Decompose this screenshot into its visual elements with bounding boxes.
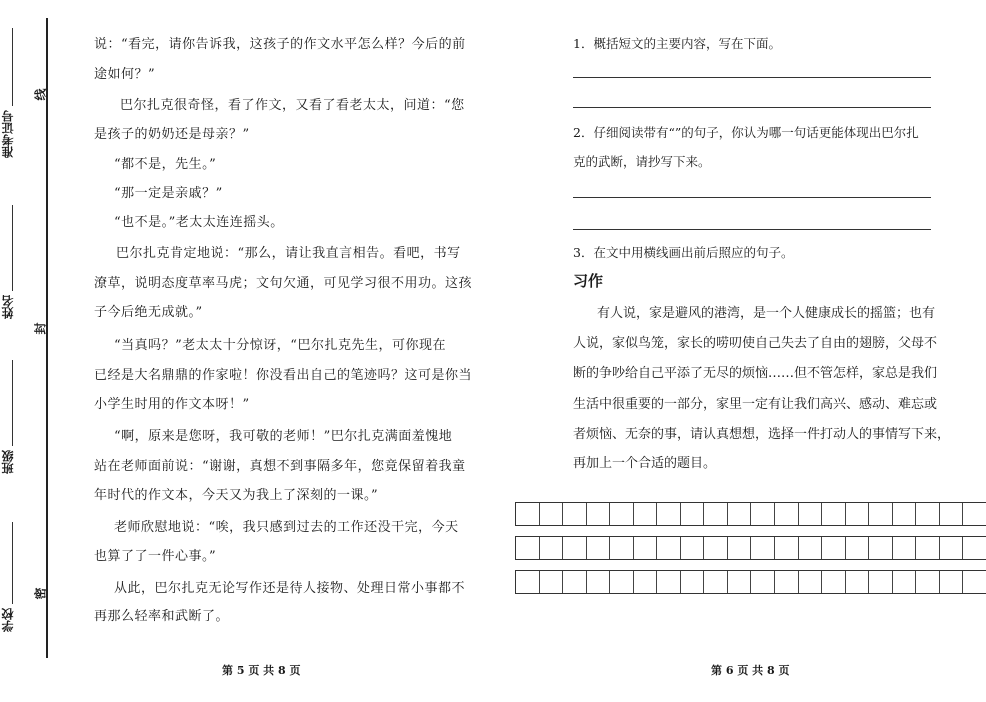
essay-prompt-line: 断的争吵给自己平添了无尽的烦恼……但不管怎样，家总是我们 — [573, 366, 938, 381]
school-field[interactable] — [12, 522, 13, 604]
essay-prompt-line: 者烦恼、无奈的事，请认真想想，选择一件打动人的事情写下来， — [573, 427, 951, 442]
exam-no-label: 准考证号 — [1, 110, 15, 158]
passage-line: 也算了了一件心事。” — [94, 549, 217, 564]
passage-line: 从此，巴尔扎克无论写作还是待人接物、处理日常小事都不 — [114, 581, 466, 596]
answer-line[interactable] — [573, 107, 931, 108]
passage-line: 年时代的作文本，今天又为我上了深刻的一课。” — [94, 488, 379, 503]
passage-line: “啊，原来是您呀，我可敬的老师！”巴尔扎克满面羞愧地 — [114, 429, 453, 444]
passage-line: “也不是。”老太太连连摇头。 — [114, 215, 284, 230]
class-label: 班级 — [1, 450, 15, 474]
exam-no-field[interactable] — [12, 28, 13, 106]
answer-line[interactable] — [573, 229, 931, 230]
passage-line: “当真吗？”老太太十分惊讶，“巴尔扎克先生，可你现在 — [114, 338, 446, 353]
essay-prompt-line: 人说，家似鸟笼，家长的唠叨使自己失去了自由的翅膀，父母不 — [573, 336, 938, 351]
class-field[interactable] — [12, 360, 13, 446]
writing-grid-row[interactable] — [515, 536, 986, 560]
passage-line: 小学生时用的作文本呀！” — [94, 397, 250, 412]
passage-line: 途如何？” — [94, 67, 156, 82]
passage-line: 再那么轻率和武断了。 — [94, 609, 230, 624]
writing-grid-row[interactable] — [515, 502, 986, 526]
seal-char-secret: 密 — [33, 587, 48, 600]
passage-line: 站在老师面前说：“谢谢，真想不到事隔多年，您竟保留着我童 — [94, 459, 466, 474]
seal-char-seal: 封 — [33, 322, 48, 335]
answer-line[interactable] — [573, 197, 931, 198]
essay-prompt-line: 生活中很重要的一部分，家里一定有让我们高兴、感动、难忘或 — [573, 397, 938, 412]
passage-line: 是孩子的奶奶还是母亲？” — [94, 127, 250, 142]
question-2-line-2: 克的武断，请抄写下来。 — [573, 154, 711, 169]
name-field[interactable] — [12, 205, 13, 291]
answer-line[interactable] — [573, 77, 931, 78]
passage-line: 说：“看完，请你告诉我，这孩子的作文水平怎么样？今后的前 — [94, 37, 466, 52]
passage-line: 巴尔扎克很奇怪，看了作文，又看了看老太太，问道：“您 — [120, 98, 465, 113]
question-3: 3．在文中用横线画出前后照应的句子。 — [573, 245, 794, 260]
essay-prompt-line: 有人说，家是避风的港湾，是一个人健康成长的摇篮；也有 — [597, 306, 936, 321]
passage-line: 潦草，说明态度草率马虎；文句欠通，可见学习很不用功。这孩 — [94, 276, 473, 291]
passage-line: 老师欣慰地说：“唉，我只感到过去的工作还没干完，今天 — [114, 520, 459, 535]
passage-line: “那一定是亲戚？” — [114, 186, 223, 201]
name-label: 姓名 — [1, 295, 15, 319]
school-label: 学校 — [1, 608, 15, 632]
passage-line: 已经是大名鼎鼎的作家啦！你没看出自己的笔迹吗？这可是你当 — [94, 368, 473, 383]
binding-line — [46, 18, 48, 658]
passage-line: 子今后绝无成就。” — [94, 305, 203, 320]
right-page — [493, 0, 986, 702]
writing-grid-row[interactable] — [515, 570, 986, 594]
seal-char-line: 线 — [33, 88, 48, 101]
passage-line: “都不是，先生。” — [114, 157, 217, 172]
section-title: 习作 — [573, 272, 604, 290]
question-2-line-1: 2．仔细阅读带有“”的句子，你认为哪一句话更能体现出巴尔扎 — [573, 125, 919, 140]
page-footer: 第 6 页 共 8 页 — [711, 664, 790, 677]
page-footer: 第 5 页 共 8 页 — [222, 664, 301, 677]
question-1: 1．概括短文的主要内容，写在下面。 — [573, 36, 781, 51]
essay-prompt-line: 再加上一个合适的题目。 — [573, 456, 717, 471]
passage-line: 巴尔扎克肯定地说：“那么，请让我直言相告。看吧，书写 — [116, 246, 461, 261]
